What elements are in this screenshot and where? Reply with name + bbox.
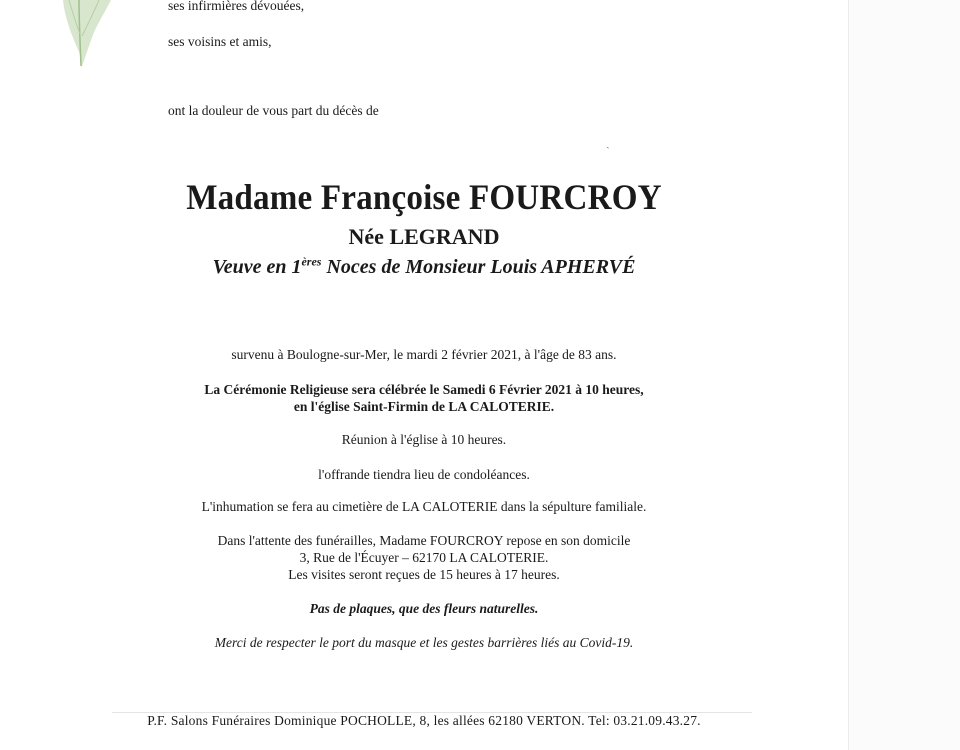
widow-sup: ères	[301, 254, 322, 269]
intro-line-neighbors: ses voisins et amis,	[168, 34, 272, 49]
deceased-name: Madame Françoise FOURCROY	[186, 177, 662, 217]
leaf-decoration-icon	[55, 0, 115, 70]
rest-line-3: Les visites seront reçues de 15 heures à 17 heures.	[288, 567, 560, 582]
scan-speck: ˏ	[606, 137, 610, 149]
meeting-info: Réunion à l'église à 10 heures.	[341, 432, 507, 447]
widow-suffix: Noces de Monsieur Louis APHERVÉ	[321, 256, 636, 278]
covid-note: Merci de respecter le port du masque et les gestes barrières liés au Covid-19.	[214, 635, 634, 650]
page-edge	[848, 0, 960, 750]
ceremony-line-2: en l'église Saint-Firmin de LA CALOTERIE.	[293, 399, 555, 414]
funeral-home-footer: P.F. Salons Funéraires Dominique POCHOLLE, 8, les allées 62180 VERTON. Tel: 03.21.09.43.27.	[147, 713, 701, 728]
death-notice: survenu à Boulogne-sur-Mer, le mardi 2 février 2021, à l'âge de 83 ans.	[231, 347, 617, 362]
intro-line-announcement: ont la douleur de vous part du décès de	[168, 103, 379, 118]
maiden-name: Née LEGRAND	[348, 224, 500, 249]
widow-line	[0, 256, 848, 279]
ceremony-line-1: La Cérémonie Religieuse sera célébrée le Samedi 6 Février 2021 à 10 heures,	[204, 382, 644, 397]
flowers-note: Pas de plaques, que des fleurs naturelles.	[309, 601, 539, 616]
rest-line-1: Dans l'attente des funérailles, Madame FOURCROY repose en son domicile	[217, 533, 631, 548]
offering-info: l'offrande tiendra lieu de condoléances.	[318, 467, 530, 482]
widow-prefix: Veuve en 1	[212, 256, 302, 278]
rest-line-2: 3, Rue de l'Écuyer – 62170 LA CALOTERIE.	[299, 550, 549, 565]
intro-line-nurses: ses infirmières dévouées,	[168, 0, 305, 13]
burial-info: L'inhumation se fera au cimetière de LA CALOTERIE dans la sépulture familiale.	[201, 499, 647, 514]
